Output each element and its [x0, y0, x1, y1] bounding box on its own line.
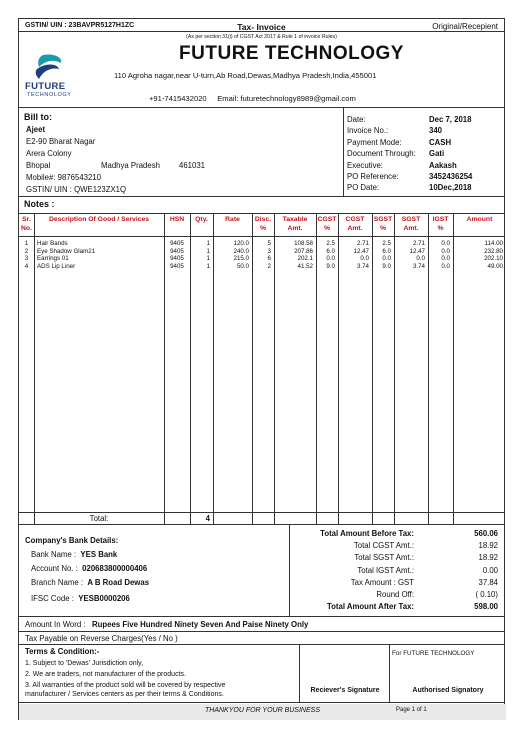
cell-cgst-pct: 0.0: [326, 255, 335, 262]
terms-item: 3. All warranties of the product sold will be covered by respective: [25, 682, 226, 689]
table-column-divider: [274, 213, 275, 524]
ifsc-row: [31, 594, 130, 603]
cell-igst-pct: 0.0: [441, 262, 450, 270]
bank-name-label: Bank Name :: [31, 550, 77, 559]
company-email: Email: futuretechnology8989@gmail.com: [217, 94, 356, 103]
cell-sgst-amt: 12.47: [409, 247, 425, 255]
divider: [19, 644, 504, 645]
cell-disc: 3: [267, 247, 271, 255]
cell-cgst-amt: 2.71: [356, 240, 369, 247]
column-header-qty: [190, 215, 213, 224]
table-column-divider: [34, 213, 35, 524]
cell-sgst-pct: 9.0: [382, 262, 391, 270]
column-header-text: Taxable: [282, 216, 308, 223]
column-header-text: Amt.: [347, 225, 363, 232]
cell-amount: 202.10: [484, 255, 503, 262]
column-header-text: %: [259, 225, 267, 232]
column-header-text: CGST: [317, 216, 337, 223]
cell-cgst-amt: 12.47: [353, 247, 369, 255]
cell-disc: 5: [267, 240, 271, 247]
cell-desc: Earrings 01: [37, 255, 69, 262]
summary-value: ( 0.10): [475, 590, 498, 599]
table-total-divider: [19, 512, 504, 513]
table-column-divider: [338, 213, 339, 524]
summary-label: Round Off:: [376, 590, 414, 599]
branch-row: [31, 578, 149, 587]
column-header-text: SGST: [401, 216, 421, 223]
cell-sr: 3: [24, 255, 29, 262]
branch-label: Branch Name :: [31, 578, 84, 587]
column-header-text: Sr.: [22, 216, 31, 223]
document-title: Tax- Invoice: [237, 22, 286, 32]
customer-address-line2: Arera Colony: [26, 149, 72, 158]
reverse-charge-note: Tax Payable on Reverse Charges(Yes / No ): [25, 634, 178, 643]
column-header-text: CGST: [345, 216, 365, 223]
column-header-sr: [19, 215, 34, 233]
cell-cgst-amt: 3.74: [356, 262, 369, 270]
page-number: Page 1 of 1: [396, 707, 427, 713]
divider: [19, 631, 504, 632]
cell-rate: 120.0: [233, 240, 249, 247]
divider: [343, 107, 344, 196]
column-header-sgst-pct: [372, 215, 394, 233]
divider: [389, 644, 390, 702]
table-column-divider: [164, 213, 165, 524]
cell-hsn: 9405: [170, 262, 184, 270]
company-contact: [149, 94, 356, 103]
meta-label: Executive:: [347, 160, 383, 170]
column-header-sgst-amt: [394, 215, 428, 233]
cell-igst-pct: 0.0: [441, 240, 450, 247]
amount-in-words-value: Rupees Five Hundred Ninety Seven And Paise Ninety Only: [92, 620, 309, 629]
bank-name-row: [31, 550, 117, 559]
cell-rate: 50.0: [236, 262, 249, 270]
table-header-divider: [19, 236, 504, 237]
logo-subtitle: TECHNOLOGY: [27, 92, 72, 98]
summary-value: 560.06: [474, 529, 498, 538]
meta-label: Document Through:: [347, 149, 416, 159]
meta-value: Aakash: [429, 160, 457, 170]
column-header-text: Amt.: [403, 225, 419, 232]
column-header-cgst-amt: [338, 215, 372, 233]
cell-igst-pct: 0.0: [441, 247, 450, 255]
column-header-text: Qty.: [195, 216, 208, 223]
column-header-amount: [453, 215, 506, 224]
summary-value: 598.00: [474, 602, 498, 612]
cell-desc: Eye Shadow Glam21: [37, 247, 96, 255]
table-column-divider: [252, 213, 253, 524]
column-header-hsn: [164, 215, 190, 224]
table-column-divider: [394, 213, 395, 524]
column-header-text: HSN: [169, 216, 185, 223]
cell-qty: 1: [206, 255, 210, 262]
ifsc-label: IFSC Code :: [31, 594, 74, 603]
total-label: Total:: [89, 514, 109, 523]
divider: [19, 31, 504, 32]
column-header-desc: [34, 215, 164, 224]
bill-to-heading: Bill to:: [24, 112, 52, 122]
divider: [19, 524, 504, 525]
terms-item: 1. Subject to 'Dewas' Jurisdiction only,: [25, 660, 144, 667]
column-header-text: Rate: [225, 216, 240, 223]
meta-value: CASH: [429, 137, 452, 147]
divider: [19, 213, 504, 214]
cell-sgst-pct: 0.0: [382, 255, 391, 262]
customer-address-line1: E2-90 Bharat Nagar: [26, 137, 96, 146]
customer-pin: 461031: [179, 161, 206, 170]
logo-wordmark: FUTURE: [25, 81, 66, 92]
column-header-text: Description Of Good / Services: [48, 216, 150, 223]
meta-label: Invoice No.:: [347, 126, 389, 136]
customer-name: Ajeet: [26, 125, 46, 134]
column-header-text: Amount: [466, 216, 493, 223]
account-label: Account No. :: [31, 564, 78, 573]
cell-qty: 1: [206, 240, 210, 247]
cell-sr: 4: [24, 262, 29, 270]
customer-city: Bhopal: [26, 161, 51, 170]
table-column-divider: [213, 213, 214, 524]
cell-sgst-amt: 0.0: [416, 255, 425, 262]
cell-cgst-amt: 0.0: [360, 255, 369, 262]
column-header-text: %: [323, 225, 331, 232]
table-column-divider: [453, 213, 454, 524]
cell-taxable: 108.58: [294, 240, 313, 247]
terms-heading: Terms & Condition:-: [25, 647, 100, 656]
column-header-text: %: [379, 225, 387, 232]
table-column-divider: [190, 213, 191, 524]
meta-value: 3452436254: [429, 172, 473, 181]
summary-label: Total CGST Amt.:: [353, 541, 414, 551]
summary-label: Total Amount Before Tax:: [320, 529, 414, 538]
for-company-label: For FUTURE TECHNOLOGY: [392, 650, 475, 657]
amount-in-words-row: [25, 620, 308, 629]
cell-desc: Hair Bands: [37, 240, 68, 247]
meta-label: PO Reference:: [347, 172, 399, 181]
cell-sgst-pct: 2.5: [382, 240, 391, 247]
bank-name-value: YES Bank: [80, 550, 118, 559]
column-header-text: %: [437, 225, 444, 232]
amount-in-words-label: Amount In Word :: [25, 620, 86, 629]
cell-desc: ADS Lip Liner: [37, 262, 76, 270]
cell-qty: 1: [206, 247, 210, 255]
table-column-divider: [316, 213, 317, 524]
copy-label: Original/Recepient: [432, 22, 498, 31]
summary-label: Total SGST Amt.:: [354, 553, 414, 563]
summary-value: 37.84: [478, 577, 498, 587]
meta-value: 10Dec,2018: [429, 183, 472, 193]
company-name: FUTURE TECHNOLOGY: [179, 43, 404, 64]
cell-amount: 114.00: [484, 240, 503, 247]
divider: [19, 702, 504, 703]
cell-amount: 232.80: [484, 247, 503, 255]
total-quantity: 4: [205, 514, 210, 523]
column-header-text: Disc.: [254, 216, 272, 223]
customer-state: Madhya Pradesh: [101, 161, 160, 170]
column-header-rate: [213, 215, 252, 224]
customer-mobile: Mobile#: 9876543210: [26, 173, 101, 182]
customer-gstin: GSTIN/ UIN : QWE123ZX1Q: [26, 185, 127, 194]
meta-label: PO Date:: [347, 183, 380, 193]
ifsc-value: YESB0000206: [78, 594, 130, 603]
cell-cgst-pct: 2.5: [326, 240, 335, 247]
divider: [299, 644, 300, 702]
cell-taxable: 207.86: [294, 247, 313, 255]
summary-value: 0.00: [482, 565, 498, 575]
table-column-divider: [372, 213, 373, 524]
table-column-divider: [428, 213, 429, 524]
invoice-page: [18, 18, 505, 720]
account-value: 020683800000406: [82, 564, 148, 573]
column-header-text: No.: [21, 225, 32, 232]
authorised-signatory-label: Authorised Signatory: [412, 687, 484, 694]
cell-cgst-pct: 6.0: [326, 247, 335, 255]
summary-value: 18.92: [478, 541, 498, 551]
cell-disc: 6: [267, 255, 271, 262]
company-address: 110 Agroha nagar,near U-turn,Ab Road,Dewas,Madhya Pradesh,India,455001: [114, 71, 377, 80]
bank-details-heading: Company's Bank Details:: [25, 536, 119, 545]
seller-gstin: GSTIN/ UIN : 23BAVPR5127H1ZC: [25, 22, 135, 29]
cell-taxable: 41.52: [297, 262, 313, 270]
summary-label: Total Amount After Tax:: [326, 602, 414, 612]
cell-hsn: 9405: [170, 240, 184, 247]
cell-qty: 1: [206, 262, 210, 270]
meta-label: Payment Mode:: [347, 137, 402, 147]
divider: [289, 524, 290, 616]
column-header-taxable: [274, 215, 316, 233]
cell-amount: 49.00: [487, 262, 503, 270]
summary-value: 18.92: [478, 553, 498, 563]
account-row: [31, 564, 147, 573]
cell-taxable: 202.1: [297, 255, 313, 262]
thank-you-note: THANKYOU FOR YOUR BUSINESS: [204, 707, 320, 714]
meta-value: Gati: [429, 149, 445, 159]
summary-label: Tax Amount : GST: [350, 577, 414, 587]
meta-value: 340: [429, 126, 443, 136]
divider: [19, 196, 504, 197]
company-phone: +91-7415432020: [149, 94, 207, 103]
column-header-igst-pct: [428, 215, 453, 233]
cell-sr: 1: [24, 240, 29, 247]
summary-label: Total IGST Amt.:: [357, 565, 414, 575]
column-header-text: SGST: [373, 216, 393, 223]
cell-sgst-amt: 2.71: [412, 240, 425, 247]
terms-item: 2. We are traders, not manufacturer of the products.: [25, 671, 186, 678]
receiver-signature-label: Reciever's Signature: [310, 687, 380, 694]
cell-igst-pct: 0.0: [441, 255, 450, 262]
cell-rate: 240.0: [233, 247, 249, 255]
branch-value: A B Road Dewas: [87, 578, 150, 587]
cell-sr: 2: [24, 247, 29, 255]
column-header-disc: [252, 215, 274, 233]
terms-item: manufacturer / Services centers as per their terms & Conditions.: [25, 691, 224, 698]
notes-label: Notes :: [24, 199, 55, 209]
column-header-text: IGST: [432, 216, 449, 223]
column-header-text: Amt.: [287, 225, 303, 232]
cell-hsn: 9405: [170, 247, 184, 255]
cell-sgst-pct: 6.0: [382, 247, 391, 255]
cell-cgst-pct: 9.0: [326, 262, 335, 270]
column-header-cgst-pct: [316, 215, 338, 233]
cell-hsn: 9405: [170, 255, 184, 262]
cell-disc: 2: [267, 262, 271, 270]
divider: [19, 107, 504, 108]
rules-note: (As per section 31(i) of CGST Act 2017 & Rule 1 of invoice Rules): [186, 34, 337, 40]
meta-value: Dec 7, 2018: [429, 115, 472, 124]
cell-rate: 215.0: [233, 255, 249, 262]
divider: [19, 616, 504, 617]
meta-label: Date:: [347, 115, 366, 124]
cell-sgst-amt: 3.74: [412, 262, 425, 270]
